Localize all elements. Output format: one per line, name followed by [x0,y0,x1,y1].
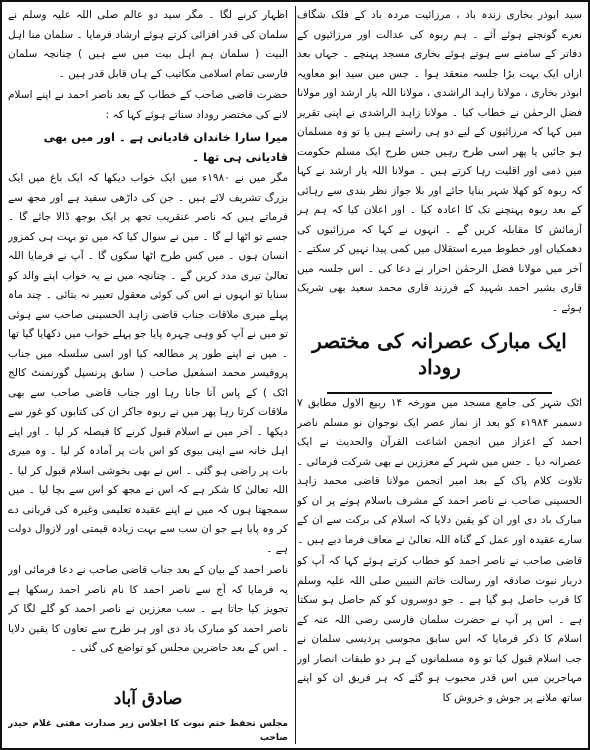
story-paragraph: ناصر احمد کے بیان کے بعد جناب قاضی صاحب نے دعا فرمائی اور یہ فرمایا کہ آج سے ناصر احمد کا نام ناصر احمد رسکھا ہے تجویز کیا جاتا ہے ۔ سب معززین نے ناصر احمد کو گلے لگا کر ناصر احمد کو مبارک باد دی اور ہر طرح سے تعاون کا یقین دلایا ۔ اس کے بعد حاضرین مجلس کو تواضع کی گئی ۔ [8,564,288,654]
left-column-paragraph: حضرت قاضی صاحب کے خطاب کے بعد ناصر احمد نے اپنے اسلام لانے کی مختصر روداد سناتے ہوئے کہا کہ : [8,89,288,121]
right-column-paragraph: سید ابوذر بخاری زندہ باد ، مرزائیت مردہ باد کے فلک شگاف نعرے گونجتے ہوئے آئے ۔ ہم ربوہ کی عدالت اور مرزائیوں کے دفاتر کے سامنے سے ہوتے ہوئے بخاری مسجد پہنچے ۔ جہاں بعد ازاں ایک بہت بڑا جلسہ منعقد ہوا ۔ جس میں سید ابو معاویہ ابوذر بخاری ، مولانا زاہد الراشدی ، مولانا اللہ یار ارشد اور مولانا فضل الرحمٰن نے خطاب کیا ۔ مولانا زاہد الراشدی نے اپنی تقریر میں کہا کہ مرزائیوں کے لیے دو ہی راستے ہیں یا تو وہ مسلمان ہو جائیں یا پھر اسی طرح رہیں جس طرح ایک مسلم حکومت میں ذمی اور اقلیت رہا کرتے ہیں ۔ مولانا اللہ یار ارشد نے کہا کہ ربوہ کو کھلا شہر بنایا جائے اور بلا جواز نظر بندی سے رہائی کے بعد ربوہ پہنچنے تک کا اعادہ کیا ۔ اور اعلان کیا کہ ہم ہر آزمائش کا مقابلہ کریں گے ۔ انہوں نے کہا کہ مرزائیوں کی دھمکیاں اور خطوط میرے استقلال میں کمی پیدا نہیں کر سکتے ۔ آخر میں مولانا فضل الرحمٰن احرار نے دعا کی ۔ اس جلسہ میں قاری بشیر احمد شہید کے فرزند قاری محمد سعید بھی شریک ہوئے ۔ [297,9,582,314]
article-paragraph: اٹک شہر کی جامع مسجد میں مورخہ ۱۴ ربیع الاول مطابق ۷ دسمبر ۱۹۸۴ء کو بعد از نماز عصر ایک نوجوان نو مسلم ناصر احمد کے اعزاز میں انجمن اشاعت القرآن والحدیث نے ایک عصرانہ دیا ۔ جس میں شہر کے معززین نے بھی شرکت فرمائی ۔ تلاوت کلام پاک کے بعد امیر انجمن مولانا قاضی محمد زاہد الحسینی صاحب نے ناصر احمد کے مشرف باسلام ہونے پر ان کو مبارک باد دی اور ان کو یقین دلایا کہ اسلام کی برکت سے ان کے سارے عقیدہ اور عمل کے گناہ اللہ تعالیٰ نے معاف فرما دیے ہیں ۔ [297,397,582,546]
story-paragraph: مگر میں نے ۱۹۸۰ء میں ایک خواب دیکھا کہ ایک باغ میں ایک بزرگ تشریف لائے ہیں ۔ جن کی داڑھی سفید ہے اور مجھ سے فرماتے ہیں کہ ناصر عنقریب تجھ پر ایک بوجھ ڈالا جائے گا ۔ جسے تو اٹھا لے گا ۔ میں نے سوال کیا کہ میں تو بہت ہی کمزور انسان ہوں ۔ میں کس طرح اٹھا سکوں گا ۔ آپ نے فرمایا اللہ تعالیٰ تیری مدد کریں گے ۔ چنانچہ میں نے یہ خواب اپنے والد کو سنایا تو انہوں نے اس کی کوئی معقول تعبیر نہ بتائی ۔ چند ماہ پہلے میری ملاقات جناب قاضی زاہد الحسینی صاحب سے ہوئی تو میں نے آپ کو وہی چہرہ پایا جو پہلے خواب میں دکھایا گیا تھا ۔ میں نے اپنے طور پر مطالعہ کیا اور اسی سلسلہ میں جناب پروفیسر محمد اسمٰعیل صاحب ( سابق پرنسپل گورنمنٹ کالج اٹک ) کے پاس آنا جانا رہا اور جناب قاضی صاحب سے بھی ملاقات کرتا رہا پھر میں نے ربوہ جاکر ان کی کتابوں کو غور سے دیکھا ۔ آخر میں نے اسلام قبول کرنے کا فیصلہ کر لیا ۔ اور اپنے اہل خانہ سے اپنی بیوی کو اس بات پر آمادہ کر لیا ۔ وہ میری بات پر راضی ہو گئی ۔ اس نے بھی بخوشی اسلام قبول کر لیا ۔ اللہ تعالیٰ کا شکر ہے کہ اس نے مجھ کو اس سے بچا لیا ۔ میں سمجھتا ہوں کہ میں نے اپنے عقیدہ تعلیمی وغیرہ کی قربانی دے کر وہ پایا ہے جو ان سب سے بہت زیادہ قیمتی اور لازوال دولت ہے ۔ [8,172,288,555]
article-title-box [297,328,582,394]
article-paragraph: قاضی صاحب نے ناصر احمد کو خطاب کرتے ہوئے کہا کہ آپ کو دربار نبوت صادقہ اور رسالت خاتم النبیین صلی اللہ علیہ وسلم کا قرب حاصل ہو گیا ہے ۔ جو دوسروں کو کم حاصل ہو سکتا ہے ۔ اس پر آپ نے حضرت سلمان فارسی رضی اللہ عنہ کے اسلام کا ذکر فرمایا کہ اس سابق مجوسی پردیسی سلمان نے جب اسلام قبول کیا تو وہ مسلمانوں کے ہر دو طبقات انصار اور مہاجرین میں اس قدر محبوب ہو گئے کہ ہر فریق ان کو اپنے ساتھ ملانے پر جوش و خروش کا [297,555,582,704]
section-title: صادق آباد [113,688,183,709]
article-title: ایک مبارک عصرانہ کی مختصر روداد [312,329,567,379]
left-column [8,6,288,744]
column-divider [295,6,296,744]
left-column-paragraph: اظہار کرنے لگا ۔ مگر سید دو عالم صلی اللہ علیہ وسلم نے سلمان کی قدر افزائی کرتے ہوئے ارشاد فرمایا ۔ سلمان منا اہل البیت ( سلمان ہم اہل بیت میں سے ہیں ) چنانچہ سلمان فارسی تمام اسلامی مکاتیب کے ہاں قابل قدر ہیں ۔ [8,9,288,80]
right-column [297,6,582,744]
quote-line: میرا سارا خاندان قادیانی ہے ۔ اور میں بھی قادیانی ہی تھا ۔ [43,130,288,164]
section-first-line: مجلس تحفظ ختم نبوت کا اجلاس زیر صدارت مفتی غلام حیدر صاحب [8,718,288,743]
